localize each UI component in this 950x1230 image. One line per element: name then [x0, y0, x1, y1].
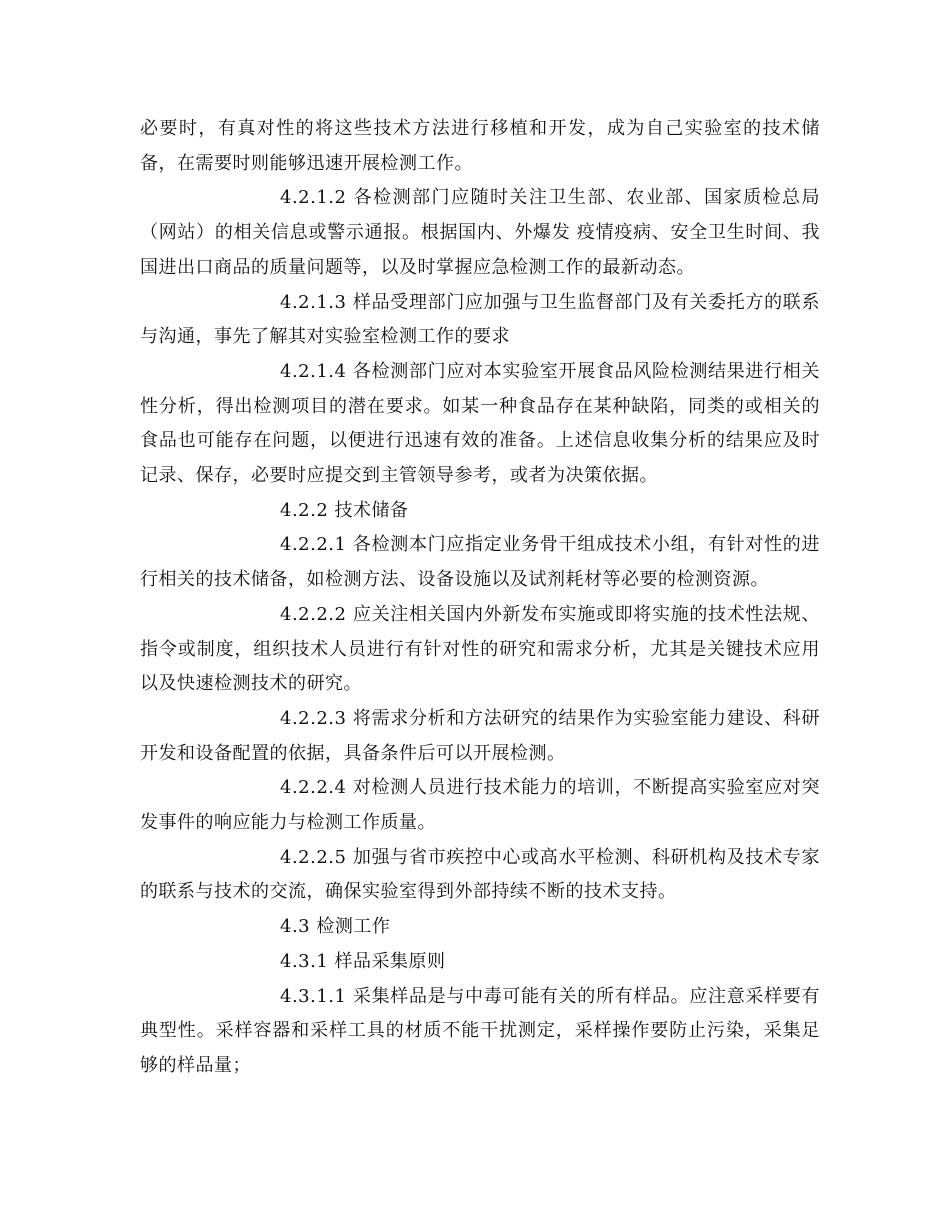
- document-body: [140, 112, 820, 1084]
- paragraph-4-2-1-3: 4.2.1.3 样品受理部门应加强与卫生监督部门及有关委托方的联系与沟通，事先了解其对实验室检测工作的要求: [140, 291, 820, 348]
- paragraph-4-2-2-3: 4.2.2.3 将需求分析和方法研究的结果作为实验室能力建设、科研开发和设备配置的依据，具备条件后可以开展检测。: [140, 707, 820, 764]
- paragraph-4-2-1-2: 4.2.1.2 各检测部门应随时关注卫生部、农业部、国家质检总局（网站）的相关信息或警示通报。根据国内、外爆发 疫情疫病、安全卫生时间、我国进出口商品的质量问题等，以及时掌握应急检测工作的最新动态。: [140, 187, 820, 278]
- paragraph-4-2-2-4: 4.2.2.4 对检测人员进行技术能力的培训，不断提高实验室应对突发事件的响应能力与检测工作质量。: [140, 777, 820, 834]
- paragraph-4-3-1-1: 4.3.1.1 采集样品是与中毒可能有关的所有样品。应注意采样要有典型性。采样容器和采样工具的材质不能干扰测定，采样操作要防止污染，采集足够的样品量；: [140, 985, 820, 1076]
- paragraph-4-2-2-2: 4.2.2.2 应关注相关国内外新发布实施或即将实施的技术性法规、指令或制度，组织技术人员进行有针对性的研究和需求分析，尤其是关键技术应用以及快速检测技术的研究。: [140, 603, 820, 695]
- paragraph-4-2-2-1: 4.2.2.1 各检测本门应指定业务骨干组成技术小组，有针对性的进行相关的技术储备，如检测方法、设备设施以及试剂耗材等必要的检测资源。: [140, 534, 820, 591]
- paragraph-4-2-2-5: 4.2.2.5 加强与省市疾控中心或高水平检测、科研机构及技术专家的联系与技术的交流，确保实验室得到外部持续不断的技术支持。: [140, 846, 820, 903]
- heading-4-3-1: 4.3.1 样品采集原则: [280, 950, 446, 972]
- paragraph-continuation: 必要时，有真对性的将这些技术方法进行移植和开发，成为自己实验室的技术储备，在需要时则能够迅速开展检测工作。: [140, 118, 820, 174]
- heading-4-3: 4.3 检测工作: [280, 916, 391, 938]
- paragraph-4-2-1-4: 4.2.1.4 各检测部门应对本实验室开展食品风险检测结果进行相关性分析，得出检测项目的潜在要求。如某一种食品存在某种缺陷，同类的或相关的食品也可能存在问题，以便进行迅速有效的准备。上述信息收集分析的结果应及时记录、保存，必要时应提交到主管领导参考，或者为决策依据。: [140, 360, 820, 487]
- heading-4-2-2: 4.2.2 技术储备: [280, 499, 409, 521]
